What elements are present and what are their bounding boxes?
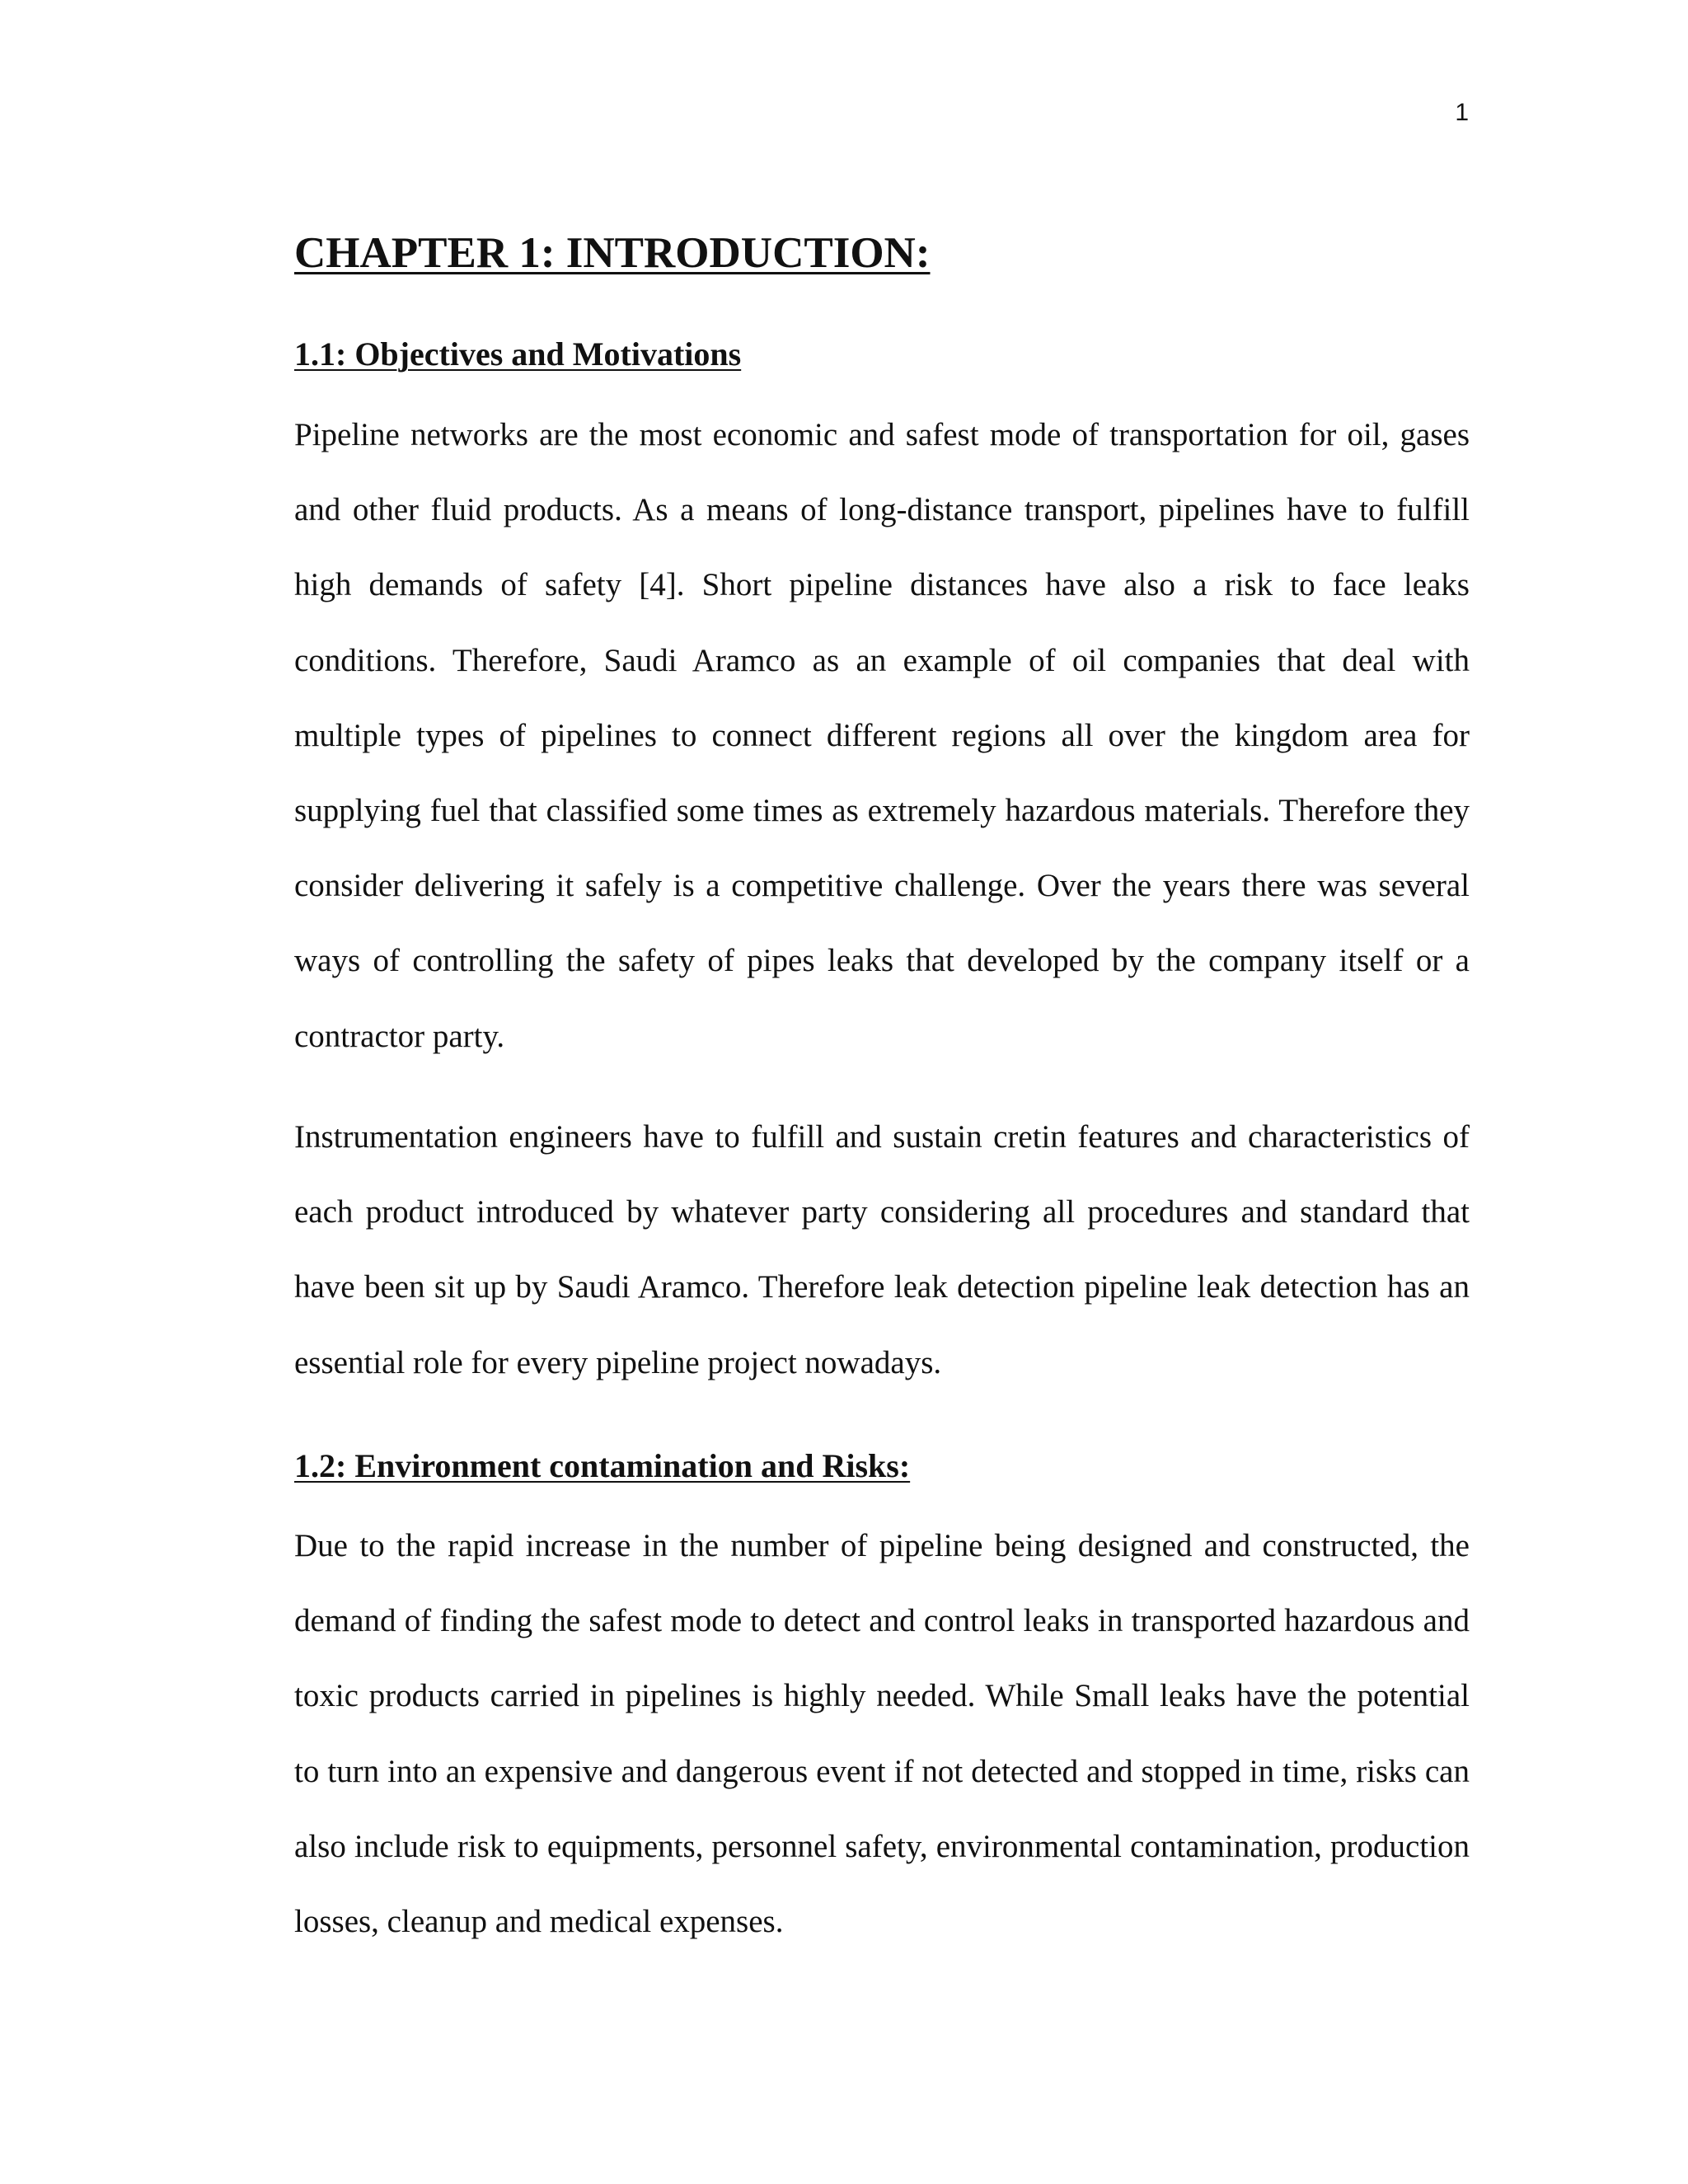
section-heading-objectives: 1.1: Objectives and Motivations <box>294 335 742 373</box>
chapter-title: CHAPTER 1: INTRODUCTION: <box>294 229 931 277</box>
paragraph-objectives-1: Pipeline networks are the most economic and safest mode of transportation for oil, gases and other fluid products. As a means of long-distance transport, pipelines have to fulfill high demands of safety [4]. Short pipeline distances have also a risk to face leaks conditions. Therefore, Saudi Aramco as an example of oil companies that deal with multiple types of pipelines to connect different regions all over the kingdom area for supplying fuel that classified some times as extremely hazardous materials. Therefore they consider delivering it safely is a competitive challenge. Over the years there was several ways of controlling the safety of pipes leaks that developed by the company itself or a contractor party. <box>294 417 1470 1054</box>
section-heading-environment: 1.2: Environment contamination and Risks: <box>294 1447 911 1484</box>
paragraph-environment-1: Due to the rapid increase in the number of pipeline being designed and constructed, the demand of finding the safest mode to detect and control leaks in transported hazardous and toxic products carried in pipelines is highly needed. While Small leaks have the potential to turn into an expensive and dangerous event if not detected and stopped in time, risks can also include risk to equipments, personnel safety, environmental contamination, production losses, cleanup and medical expenses. <box>294 1528 1470 1940</box>
page-number: 1 <box>1455 99 1469 126</box>
paragraph-objectives-2: Instrumentation engineers have to fulfill and sustain cretin features and characteristics of each product introduced by whatever party considering all procedures and standard that have been sit up by Saudi Aramco. Therefore leak detection pipeline leak detection has an essential role for every pipeline project nowadays. <box>294 1119 1470 1380</box>
